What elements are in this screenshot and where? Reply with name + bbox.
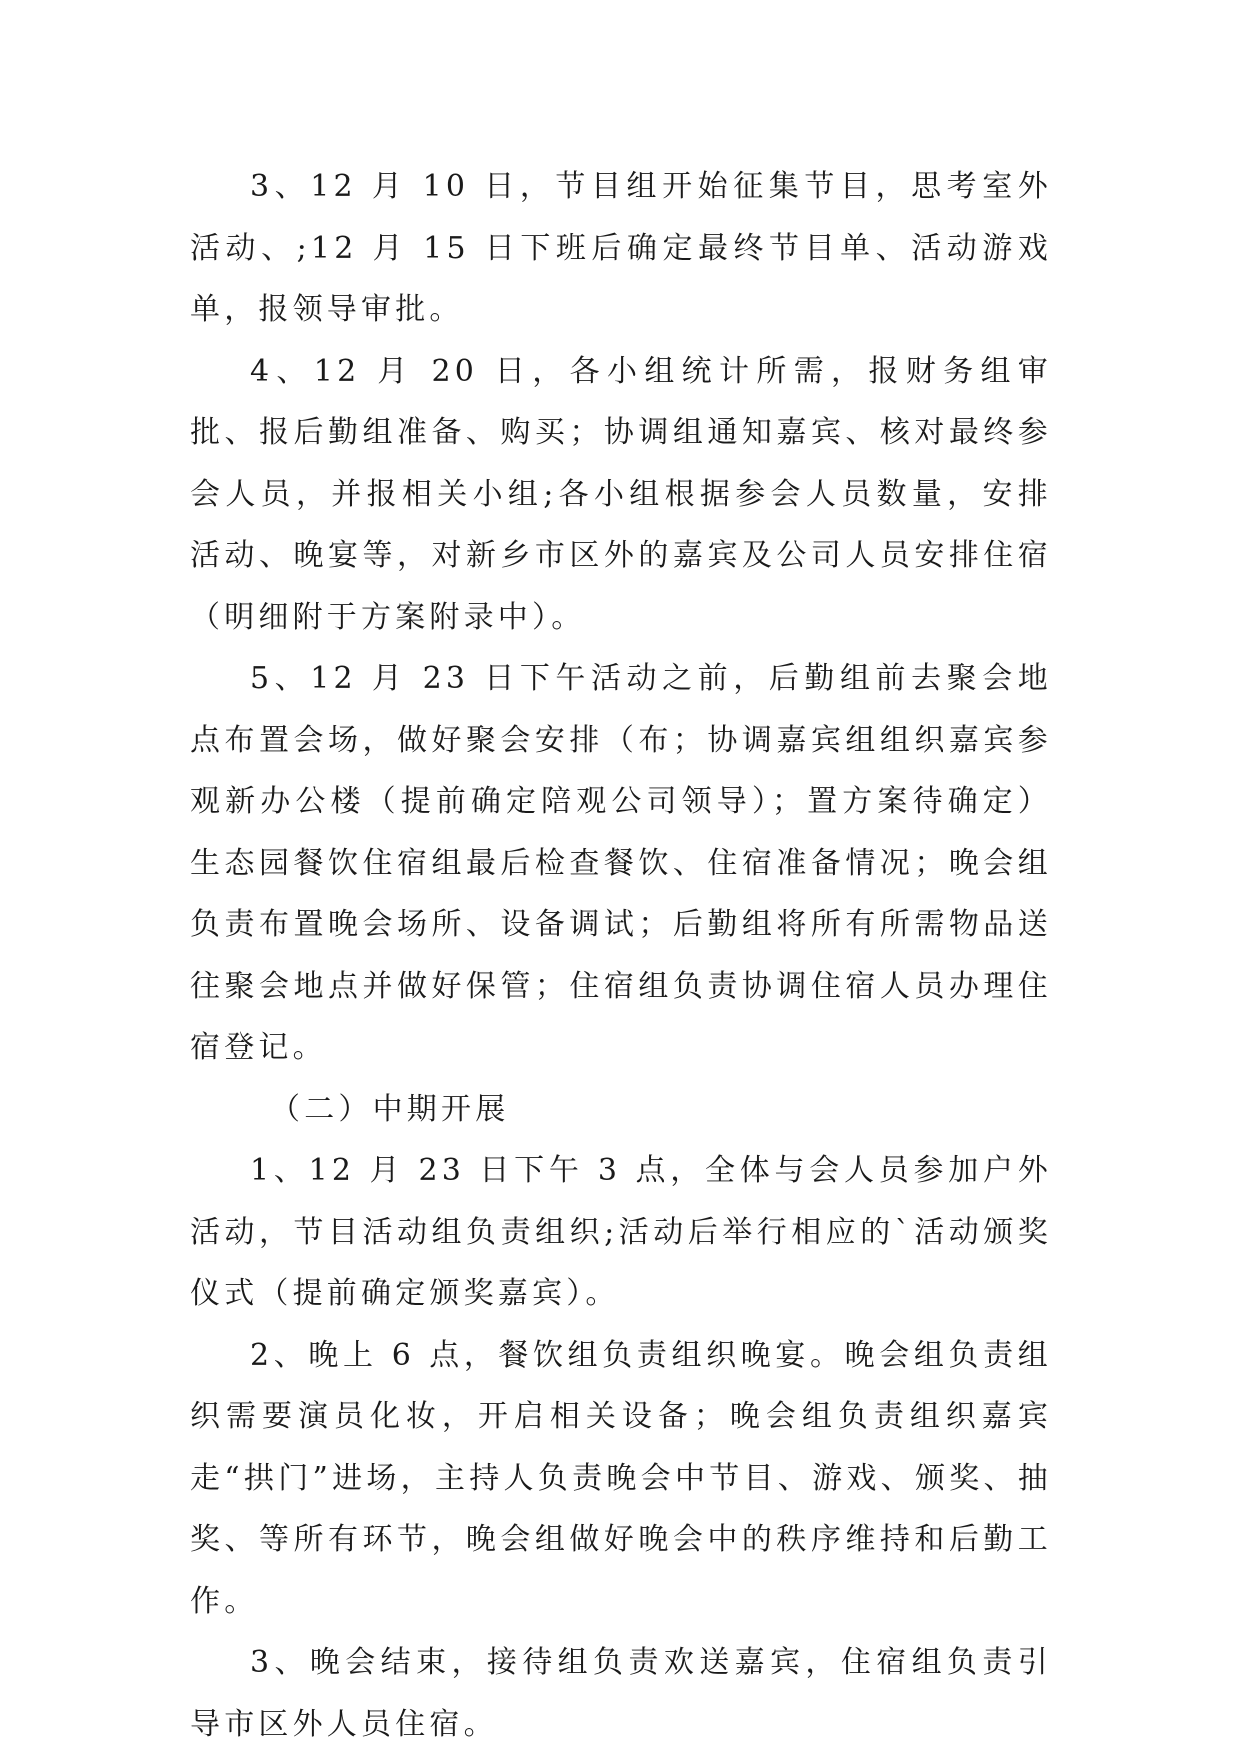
paragraph-item-3b: 3、晚会结束，接待组负责欢送嘉宾，住宿组负责引导市区外人员住宿。	[190, 1645, 1052, 1742]
paragraph-item-3: 3、12 月 10 日，节目组开始征集节目，思考室外活动、;12 月 15 日下班后确定最终节目单、活动游戏单，报领导审批。	[190, 169, 1052, 327]
paragraph-item-4: 4、12 月 20 日，各小组统计所需，报财务组审批、报后勤组准备、购买；协调组通知嘉宾、核对最终参会人员，并报相关小组;各小组根据参会人员数量，安排活动、晚宴等，对新乡市区外的嘉宾及公司人员安排住宿（明细附于方案附录中）。	[190, 353, 1052, 635]
paragraph-item-1: 1、12 月 23 日下午 3 点，全体与会人员参加户外活动，节目活动组负责组织;活动后举行相应的`活动颁奖仪式（提前确定颁奖嘉宾）。	[190, 1153, 1052, 1311]
section-heading-mid-phase: （二）中期开展	[270, 1091, 510, 1127]
paragraph-item-5: 5、12 月 23 日下午活动之前，后勤组前去聚会地点布置会场，做好聚会安排（布；协调嘉宾组组织嘉宾参观新办公楼（提前确定陪观公司领导）；置方案待确定）生态园餐饮住宿组最后检查餐饮、住宿准备情况；晚会组负责布置晚会场所、设备调试；后勤组将所有所需物品送往聚会地点并做好保管；住宿组负责协调住宿人员办理住宿登记。	[190, 661, 1052, 1065]
document-page	[190, 156, 1052, 1755]
paragraph-item-2: 2、晚上 6 点，餐饮组负责组织晚宴。晚会组负责组织需要演员化妆，开启相关设备；晚会组负责组织嘉宾走“拱门”进场，主持人负责晚会中节目、游戏、颁奖、抽奖、等所有环节，晚会组做好晚会中的秩序维持和后勤工作。	[190, 1337, 1052, 1619]
